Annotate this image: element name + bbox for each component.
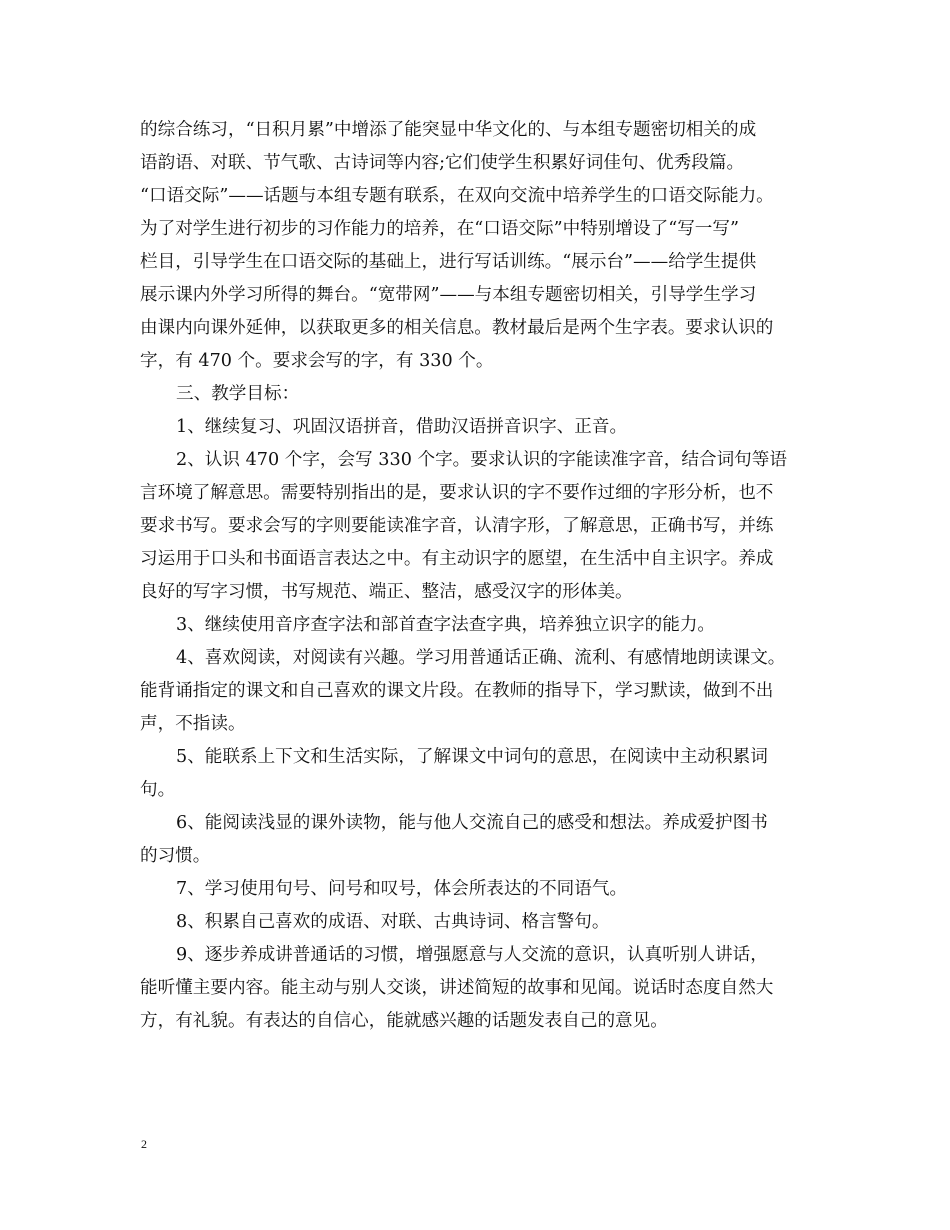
list-item: 6、能阅读浅显的课外读物，能与他人交流自己的感受和想法。养成爱护图书 xyxy=(176,813,768,833)
section-heading: 三、教学目标： xyxy=(176,384,300,404)
list-item: 8、积累自己喜欢的成语、对联、古典诗词、格言警句。 xyxy=(176,912,610,932)
text-line: 能背诵指定的课文和自己喜欢的课文片段。在教师的指导下，学习默读，做到不出 xyxy=(140,681,774,701)
list-item: 3、继续使用音序查字法和部首查字法查字典，培养独立识字的能力。 xyxy=(176,615,716,635)
text-line: 良好的写字习惯，书写规范、端正、整洁，感受汉字的形体美。 xyxy=(140,582,633,602)
text-line: 句。 xyxy=(140,780,176,800)
text-line: 声，不指读。 xyxy=(140,714,246,734)
text-line: 言环境了解意思。需要特别指出的是，要求认识的字不要作过细的字形分析，也不 xyxy=(140,483,774,503)
page-number: 2 xyxy=(141,1137,147,1151)
list-item: 5、能联系上下文和生活实际，了解课文中词句的意思，在阅读中主动积累词 xyxy=(176,747,768,767)
text-line: 展示课内外学习所得的舞台。“宽带网”——与本组专题密切相关，引导学生学习 xyxy=(140,285,757,305)
list-item: 9、逐步养成讲普通话的习惯，增强愿意与人交流的意识，认真听别人讲话， xyxy=(176,945,768,965)
text-line: 方，有礼貌。有表达的自信心，能就感兴趣的话题发表自己的意见。 xyxy=(140,1011,668,1031)
list-item: 4、喜欢阅读，对阅读有兴趣。学习用普通话正确、流利、有感情地朗读课文。 xyxy=(176,648,786,668)
text-line: 由课内向课外延伸，以获取更多的相关信息。教材最后是两个生字表。要求认识的 xyxy=(140,318,774,338)
text-line: 要求书写。要求会写的字则要能读准字音，认清字形，了解意思，正确书写，并练 xyxy=(140,516,774,536)
text-line: 字，有 470 个。要求会写的字，有 330 个。 xyxy=(140,351,494,371)
list-item: 7、学习使用句号、问号和叹号，体会所表达的不同语气。 xyxy=(176,879,628,899)
text-line: 的习惯。 xyxy=(140,846,211,866)
list-item: 1、继续复习、巩固汉语拼音，借助汉语拼音识字、正音。 xyxy=(176,417,628,437)
text-line: 的综合练习，“日积月累”中增添了能突显中华文化的、与本组专题密切相关的成 xyxy=(140,120,757,140)
text-line: “口语交际”——话题与本组专题有联系，在双向交流中培养学生的口语交际能力。 xyxy=(140,186,774,206)
text-line: 语韵语、对联、节气歌、古诗词等内容;它们使学生积累好词佳句、优秀段篇。 xyxy=(140,153,745,173)
text-line: 为了对学生进行初步的习作能力的培养，在“口语交际”中特别增设了“写一写” xyxy=(140,219,739,239)
text-line: 栏目，引导学生在口语交际的基础上，进行写话训练。“展示台”——给学生提供 xyxy=(140,252,757,272)
text-line: 能听懂主要内容。能主动与别人交谈，讲述简短的故事和见闻。说话时态度自然大 xyxy=(140,978,774,998)
text-line: 习运用于口头和书面语言表达之中。有主动识字的愿望，在生活中自主识字。养成 xyxy=(140,549,774,569)
list-item: 2、认识 470 个字，会写 330 个字。要求认识的字能读准字音，结合词句等语 xyxy=(176,450,787,470)
